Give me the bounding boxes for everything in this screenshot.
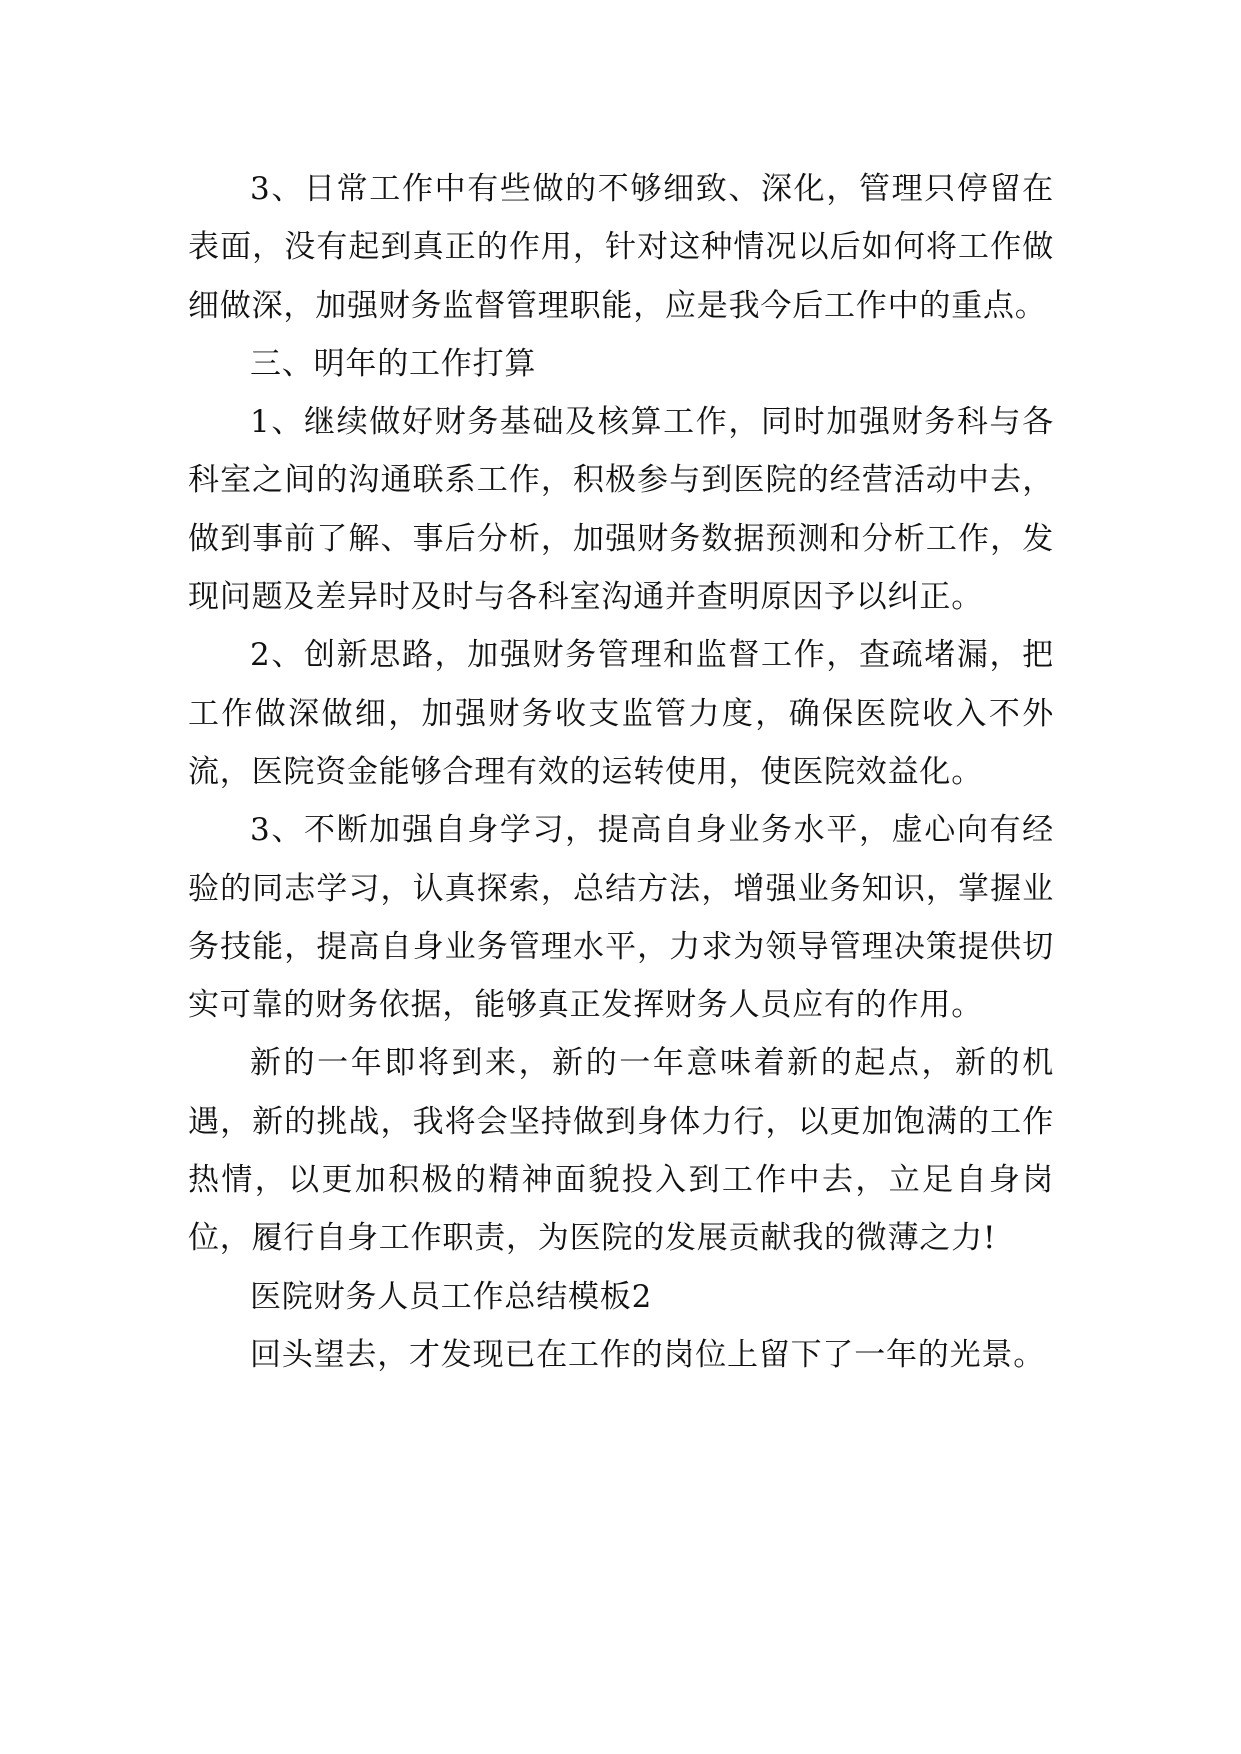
paragraph-template-2-opening: 回头望去，才发现已在工作的岗位上留下了一年的光景。 [250,1336,1045,1373]
paragraph-plan-item-3: 3、不断加强自身学习，提高自身业务水平，虚心向有经验的同志学习，认真探索，总结方法，增强业务知识，掌握业务技能，提高自身业务管理水平，力求为领导管理决策提供切实可靠的财务依据，能够真正发挥财务人员应有的作用。 [188,812,1054,1024]
document-body [188,160,1054,1384]
template-title: 医院财务人员工作总结模板2 [250,1278,653,1315]
paragraph-closing: 新的一年即将到来，新的一年意味着新的起点，新的机遇，新的挑战，我将会坚持做到身体力行，以更加饱满的工作热情，以更加积极的精神面貌投入到工作中去，立足自身岗位，履行自身工作职责，为医院的发展贡献我的微薄之力! [188,1045,1054,1257]
paragraph-plan-item-2: 2、创新思路，加强财务管理和监督工作，查疏堵漏，把工作做深做细，加强财务收支监管力度，确保医院收入不外流，医院资金能够合理有效的运转使用，使医院效益化。 [188,637,1054,790]
section-heading-next-year-plan: 三、明年的工作打算 [250,345,537,382]
paragraph-plan-item-1: 1、继续做好财务基础及核算工作，同时加强财务科与各科室之间的沟通联系工作，积极参与到医院的经营活动中去，做到事前了解、事后分析，加强财务数据预测和分析工作，发现问题及差异时及时与各科室沟通并查明原因予以纠正。 [188,404,1054,616]
paragraph-daily-work-issue: 3、日常工作中有些做的不够细致、深化，管理只停留在表面，没有起到真正的作用，针对这种情况以后如何将工作做细做深，加强财务监督管理职能，应是我今后工作中的重点。 [188,171,1054,324]
